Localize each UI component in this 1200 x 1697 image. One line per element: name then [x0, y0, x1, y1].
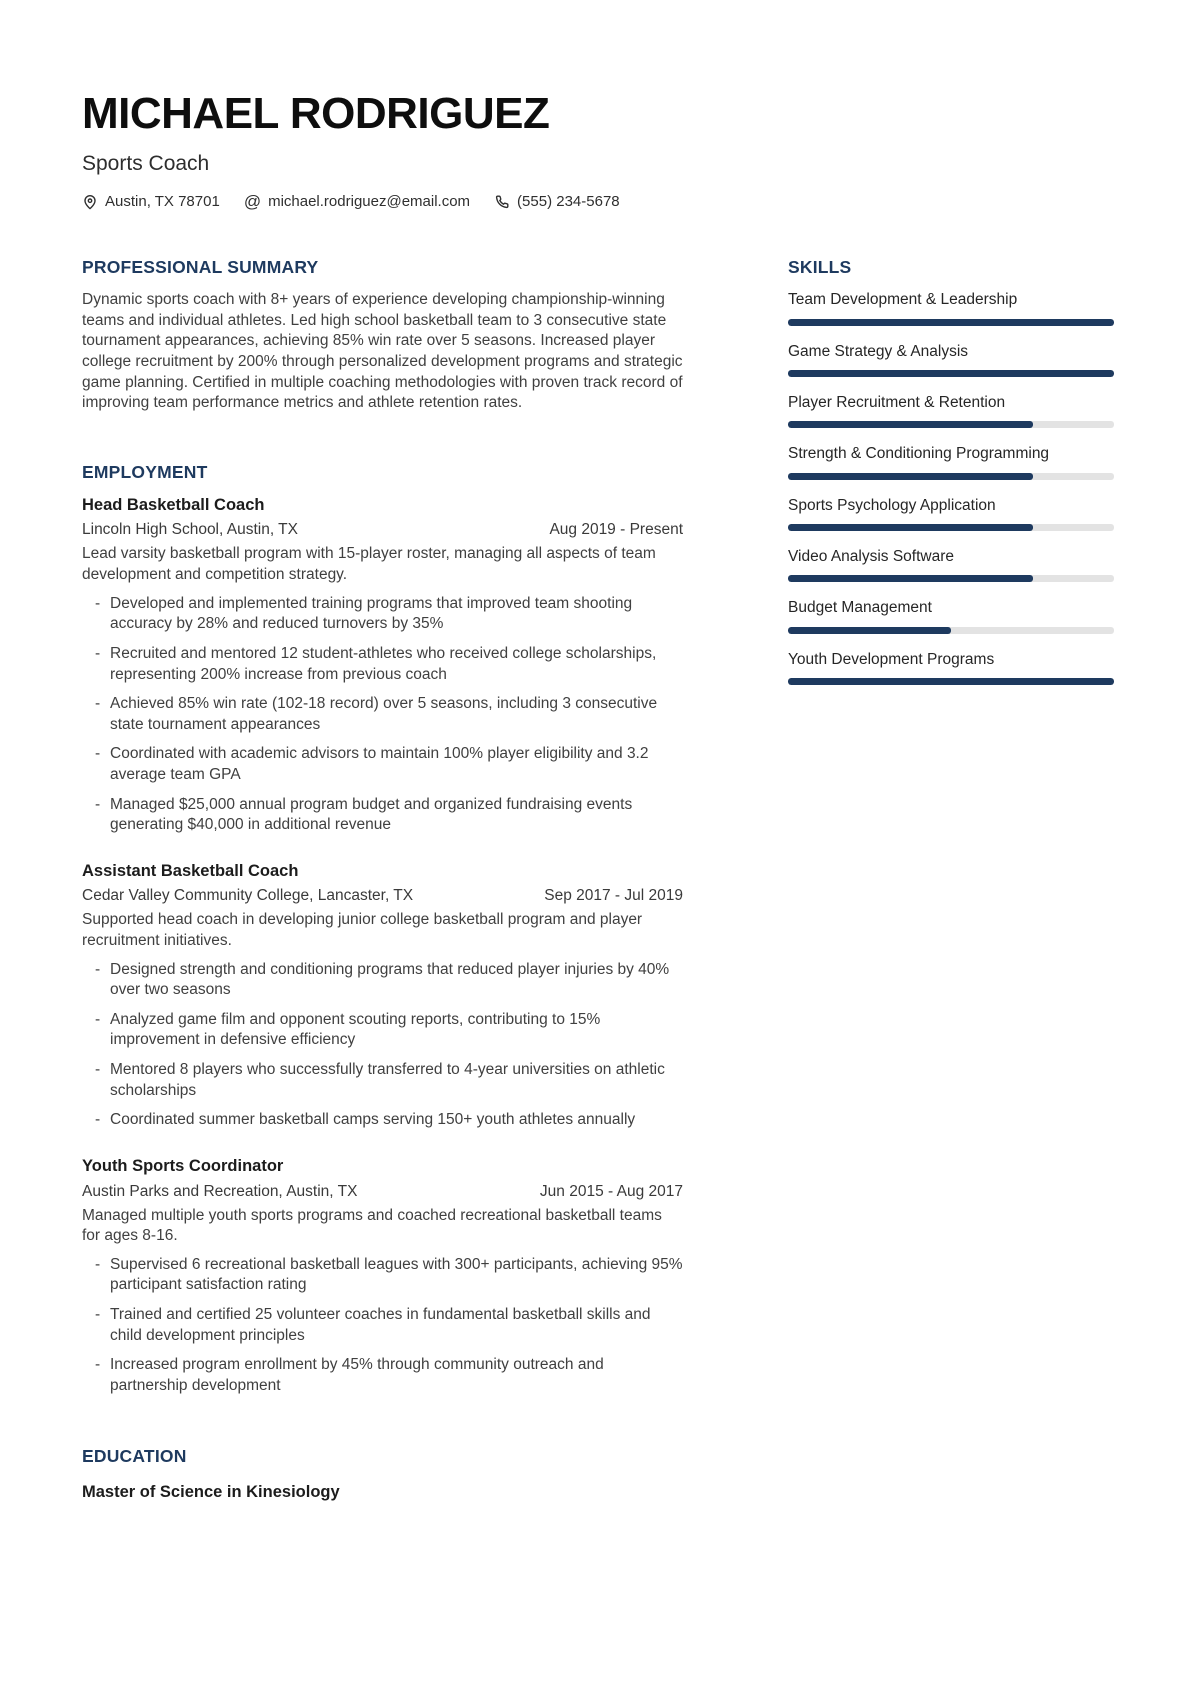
job-meta-row: [82, 1183, 683, 1201]
summary-heading: PROFESSIONAL SUMMARY: [82, 257, 319, 278]
skill-item: [788, 650, 1114, 685]
job-description: Managed multiple youth sports programs and coached recreational basketball teams for ages 8-16.: [82, 1206, 662, 1245]
skill-item: [788, 598, 1114, 633]
at-sign-icon: @: [243, 192, 262, 212]
job-bullet: - Designed strength and conditioning programs that reduced player injuries by 40% over two seasons: [82, 960, 683, 1001]
skill-item: [788, 342, 1114, 377]
job-title: Head Basketball Coach: [82, 495, 265, 514]
section-skills: [788, 257, 1114, 685]
job-title: Youth Sports Coordinator: [82, 1156, 284, 1175]
job-meta-row: [82, 521, 683, 539]
job-bullet: - Achieved 85% win rate (102-18 record) over 5 seasons, including 3 consecutive state tournament appearances: [82, 694, 683, 735]
summary-text: Dynamic sports coach with 8+ years of experience developing championship-winning teams and individual athletes. Led high school basketball team to 3 consecutive state tournament appearances, achieving 85% win rate over 5 seasons. Increased player college recruitment by 200% through personalized development programs and strategic game planning. Certified in multiple coaching methodologies with proven track record of improving team performance metrics and athlete retention rates.: [82, 291, 683, 412]
skill-bar-fill: [788, 678, 1114, 685]
skill-bar-fill: [788, 319, 1114, 326]
job-bullet: - Increased program enrollment by 45% through community outreach and partnership development: [82, 1355, 683, 1396]
skill-item: [788, 496, 1114, 531]
skill-item: [788, 393, 1114, 428]
job-company: Cedar Valley Community College, Lancaster, TX: [82, 887, 414, 905]
job-bullet: - Coordinated summer basketball camps serving 150+ youth athletes annually: [82, 1110, 683, 1131]
location-pin-icon: [82, 194, 98, 210]
job-entry: [82, 1156, 683, 1397]
jobs-list: [82, 495, 683, 1397]
job-entry: [82, 861, 683, 1131]
job-bullet: - Recruited and mentored 12 student-athletes who received college scholarships, representing 200% increase from previous coach: [82, 644, 683, 685]
skill-bar-track: [788, 421, 1114, 428]
contact-row: [82, 193, 1114, 210]
resume-body: [82, 257, 1114, 1502]
skill-label: Game Strategy & Analysis: [788, 342, 969, 360]
skill-bar-fill: [788, 627, 951, 634]
skills-heading: SKILLS: [788, 257, 852, 278]
job-description: Lead varsity basketball program with 15-player roster, managing all aspects of team development and competition strategy.: [82, 545, 656, 584]
job-dates: Aug 2019 - Present: [549, 521, 683, 539]
contact-location-text: Austin, TX 78701: [105, 193, 220, 211]
skills-list: [788, 290, 1114, 685]
section-education: [82, 1446, 683, 1502]
sidebar-column: [788, 257, 1114, 1502]
job-bullets: [82, 960, 683, 1131]
skill-bar-fill: [788, 473, 1033, 480]
job-bullet: - Supervised 6 recreational basketball leagues with 300+ participants, achieving 95% participant satisfaction rating: [82, 1255, 683, 1296]
education-degree: Master of Science in Kinesiology: [82, 1483, 340, 1502]
job-company: Austin Parks and Recreation, Austin, TX: [82, 1182, 358, 1200]
skill-bar-fill: [788, 575, 1033, 582]
skill-item: [788, 547, 1114, 582]
person-name: MICHAEL RODRIGUEZ: [82, 89, 550, 138]
job-bullet: - Mentored 8 players who successfully transferred to 4-year universities on athletic scholarships: [82, 1060, 683, 1101]
skill-bar-fill: [788, 370, 1114, 377]
skill-label: Budget Management: [788, 599, 932, 617]
job-bullets: [82, 594, 683, 836]
main-column: [82, 257, 683, 1502]
skill-label: Player Recruitment & Retention: [788, 393, 1006, 411]
contact-email-text: michael.rodriguez@email.com: [268, 193, 471, 211]
skill-bar-track: [788, 370, 1114, 377]
contact-phone-text: (555) 234-5678: [517, 193, 620, 211]
job-bullet: - Coordinated with academic advisors to maintain 100% player eligibility and 3.2 average team GPA: [82, 744, 683, 785]
section-professional-summary: [82, 257, 683, 414]
job-dates: Jun 2015 - Aug 2017: [539, 1182, 683, 1200]
job-headline: Sports Coach: [82, 152, 210, 175]
job-title: Assistant Basketball Coach: [82, 861, 299, 880]
job-bullet: - Trained and certified 25 volunteer coaches in fundamental basketball skills and child development principles: [82, 1305, 683, 1346]
job-bullet: - Managed $25,000 annual program budget and organized fundraising events generating $40,000 in additional revenue: [82, 795, 683, 836]
skill-label: Sports Psychology Application: [788, 496, 996, 514]
skill-bar-track: [788, 575, 1114, 582]
skill-label: Youth Development Programs: [788, 650, 995, 668]
skill-label: Video Analysis Software: [788, 548, 955, 566]
job-dates: Sep 2017 - Jul 2019: [544, 887, 683, 905]
job-entry: [82, 495, 683, 836]
section-employment: [82, 462, 683, 1397]
skill-label: Strength & Conditioning Programming: [788, 445, 1050, 463]
skill-item: [788, 290, 1114, 325]
job-company: Lincoln High School, Austin, TX: [82, 521, 298, 539]
skill-bar-fill: [788, 421, 1033, 428]
skill-bar-track: [788, 319, 1114, 326]
resume-header: [82, 89, 1114, 212]
contact-phone: [494, 193, 620, 210]
skill-item: [788, 444, 1114, 479]
job-bullet: - Analyzed game film and opponent scouting reports, contributing to 15% improvement in defensive efficiency: [82, 1010, 683, 1051]
education-heading: EDUCATION: [82, 1446, 187, 1467]
skill-bar-track: [788, 678, 1114, 685]
skill-bar-track: [788, 627, 1114, 634]
skill-label: Team Development & Leadership: [788, 291, 1018, 309]
job-bullet: - Developed and implemented training programs that improved team shooting accuracy by 28% and reduced turnovers by 35%: [82, 594, 683, 635]
contact-location: [82, 193, 220, 210]
skill-bar-track: [788, 524, 1114, 531]
contact-email: [244, 193, 470, 210]
phone-icon: [494, 194, 510, 210]
job-bullets: [82, 1255, 683, 1397]
skill-bar-fill: [788, 524, 1033, 531]
employment-heading: EMPLOYMENT: [82, 461, 208, 482]
job-meta-row: [82, 887, 683, 905]
skill-bar-track: [788, 473, 1114, 480]
job-description: Supported head coach in developing junior college basketball program and player recruitment initiatives.: [82, 911, 643, 950]
